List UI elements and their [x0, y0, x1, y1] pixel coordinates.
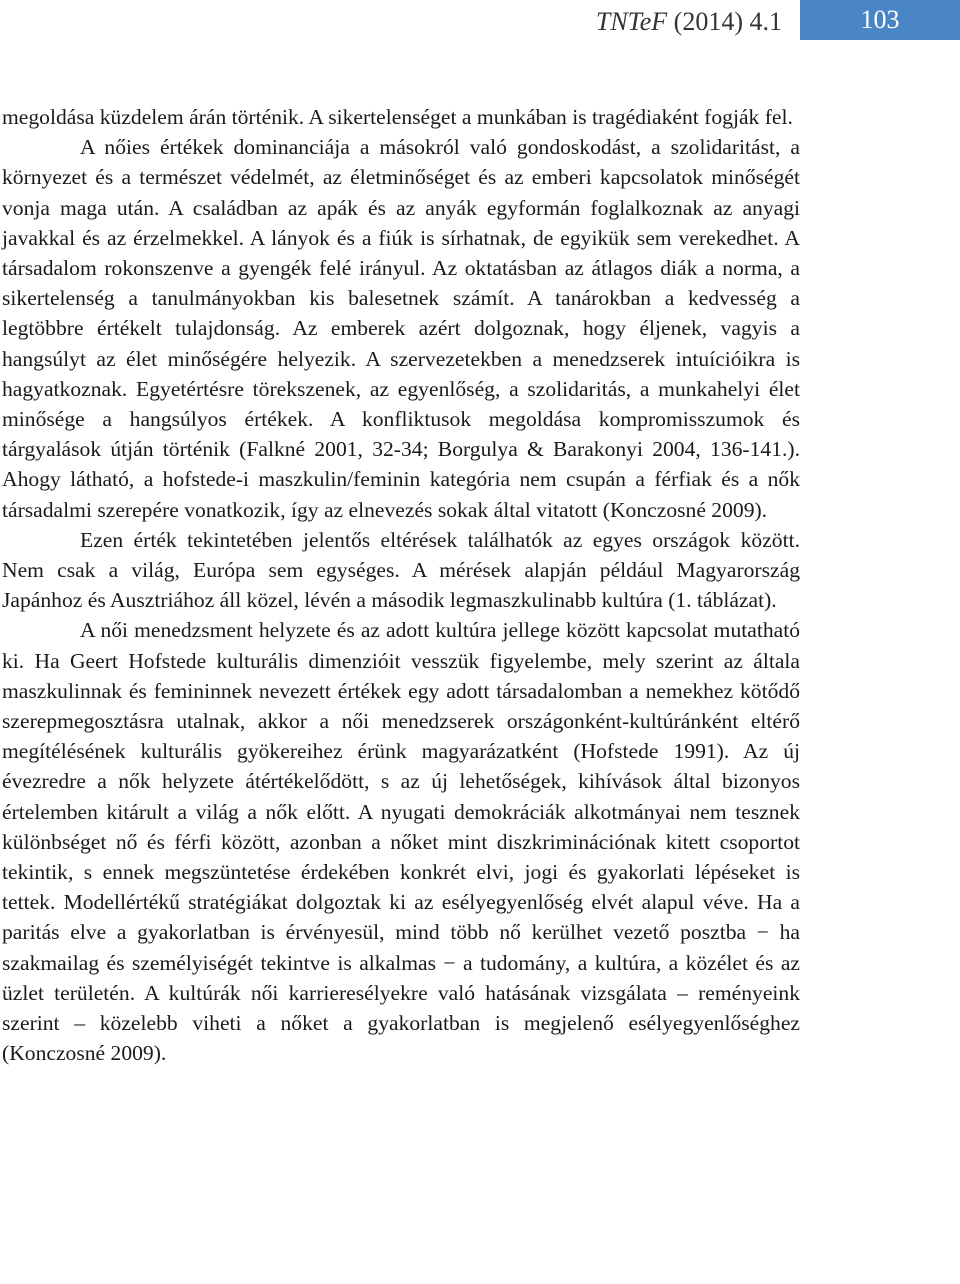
journal-name: TNTeF: [595, 7, 668, 36]
journal-year: (2014): [673, 7, 743, 36]
paragraph: A nőies értékek dominanciája a másokról való gondoskodást, a szolidaritást, a környezet és a természet védelmét, az életminőséget és az emberi kapcsolatok minőségét vonja maga után. A családban az apák és az anyák egyformán foglalkoznak az anyagi javakkal és az érzelmekkel. A lányok és a fiúk is sírhatnak, de egyikük sem verekedhet. A társadalom rokonszenve a gyengék felé irányul. Az oktatásban az átlagos diák a norma, a sikertelenség a tanulmányokban kis balesetnek számít. A tanárokban a kedvesség a legtöbbre értékelt tulajdonság. Az emberek azért dolgoznak, hogy éljenek, vagyis a hangsúlyt az élet minőségére helyezik. A szervezetekben a menedzserek intuícióikra is hagyatkoznak. Egyetértésre törekszenek, az egyenlőség, a szolidaritás, a munkahelyi élet minősége a hangsúlyos értékek. A konfliktusok megoldása kompromisszumok és tárgyalások útján történik (Falkné 2001, 32-34; Borgulya & Barakonyi 2004, 136-141.). Ahogy látható, a hofstede-i maszkulin/feminin kategória nem csupán a férfiak és a nők társadalmi szerepére vonatkozik, így az elnevezés sokak által vitatott (Konczosné 2009).: [2, 135, 800, 522]
journal-issue: 4.1: [749, 7, 782, 36]
page-number-box: [800, 0, 960, 40]
body-text: [2, 102, 800, 1069]
paragraph: A női menedzsment helyzete és az adott kultúra jellege között kapcsolat mutatható ki. Ha Geert Hofstede kulturális dimenzióit vesszük figyelembe, mely szerint az általa maszkulinnak és femininnek nevezett értékek egy adott társadalomban a nemekhez kötődő szerepmegosztásra utalnak, akkor a női menedzserek országonként-kultúránként eltérő megítélésének kulturális gyökereihez érünk magyarázatként (Hofstede 1991). Az új évezredre a nők helyzete átértékelődött, s az új lehetőségek, kihívások által bizonyos értelemben kitárult a világ a nők előtt. A nyugati demokráciák alkotmányai nem tesznek különbséget nő és férfi között, azonban a nőket mint diszkriminációnak kitett csoportot tekintik, s ennek megszüntetése érdekében konkrét elvi, jogi és gyakorlati lépéseket is tettek. Modellértékű stratégiákat dolgoztak ki az esélyegyenlőség elvét alapul véve. Ha a paritás elve a gyakorlatban is érvényesül, mind több nő kerülhet vezető posztba − ha szakmailag és személyiségét tekintve is alkalmas − a tudomány, a kultúra, a közélet és az üzlet területén. A kultúrák női karrieresélyekre való hatásának vizsgálata – reményeink szerint – közelebb viheti a nőket a gyakorlatban is megjelenő esélyegyenlőséghez (Konczosné 2009).: [2, 618, 800, 1066]
page-number: 103: [860, 5, 900, 34]
paragraph-continued: megoldása küzdelem árán történik. A sikertelenséget a munkában is tragédiaként fogják fel.: [2, 105, 793, 129]
page-header: [0, 0, 960, 44]
journal-reference: [596, 7, 782, 37]
paragraph: Ezen érték tekintetében jelentős eltérések találhatók az egyes országok között. Nem csak a világ, Európa sem egységes. A mérések alapján például Magyarország Japánhoz és Ausztriához áll közel, lévén a második legmaszkulinabb kultúra (1. táblázat).: [2, 527, 800, 613]
